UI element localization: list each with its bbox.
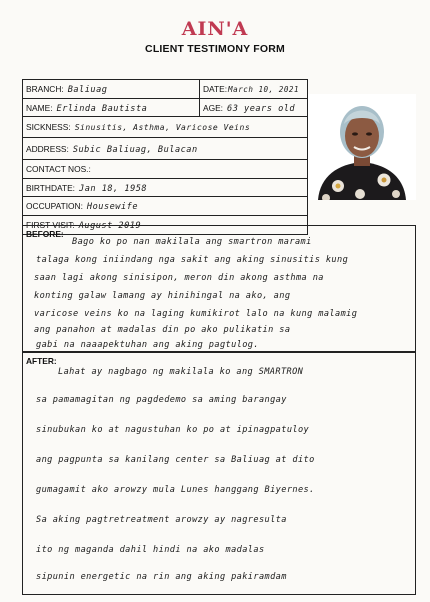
contact-label: CONTACT NOS.: [26, 164, 91, 175]
address-label: ADDRESS: [26, 144, 69, 155]
date-label: DATE: [203, 84, 228, 94]
branch-date-row [22, 80, 308, 99]
before-text-line: konting galaw lamang ay hinihingal na ako, ang [34, 291, 291, 301]
before-text-line: gabi na naaapektuhan ang aking pagtulog. [36, 340, 259, 350]
client-photo [308, 94, 416, 200]
before-text-line: varicose veins ko na laging kumikirot lalo na kung malamig [34, 309, 358, 319]
before-label: BEFORE: [26, 229, 64, 239]
after-text-line: sinubukan ko at nagustuhan ko po at ipinagpatuloy [36, 425, 310, 435]
branch-value: Baliuag [67, 85, 108, 95]
sickness-value: Sinusitis, Asthma, Varicose Veins [74, 123, 251, 133]
age-label: AGE: [203, 102, 224, 113]
branch-label: BRANCH: [26, 84, 64, 94]
sickness-row [22, 117, 308, 138]
occupation-label: OCCUPATION: [26, 201, 83, 212]
after-text-line: gumagamit ako arowzy mula Lunes hanggang Biyernes. [36, 485, 315, 495]
name-age-row [22, 99, 308, 118]
age-value: 63 years old [227, 103, 296, 114]
before-text-line: talaga kong iniindang nga sakit ang aking sinusitis kung [36, 255, 349, 265]
after-text-line: ito ng maganda dahil hindi na ako madalas [36, 545, 265, 555]
name-value: Erlinda Bautista [56, 103, 148, 114]
before-text-line: ang panahon at madalas din po ako pulikatin sa [34, 325, 291, 335]
after-text-line: Lahat ay nagbago ng makilala ko ang SMARTRON [58, 367, 304, 377]
date-value: March 10, 2021 [228, 85, 300, 94]
birthdate-label: BIRTHDATE: [26, 182, 76, 193]
after-text-line: sa pamamagitan ng pagdedemo sa aming barangay [36, 395, 287, 405]
birthdate-row [22, 179, 308, 198]
sickness-label: SICKNESS: [26, 122, 71, 133]
after-label: AFTER: [26, 356, 57, 366]
first-visit-value: August 2019 [78, 220, 142, 231]
after-text-line: Sa aking pagtretreatment arowzy ay nagresulta [36, 515, 287, 525]
after-section [22, 352, 416, 595]
form-title: CLIENT TESTIMONY FORM [145, 43, 285, 55]
occupation-row [22, 197, 308, 216]
brand-logo: AIN'A [181, 18, 249, 40]
client-info-table [22, 79, 308, 235]
address-row [22, 138, 308, 160]
first-visit-label: FIRST VISIT: [26, 219, 75, 230]
before-text-line: Bago ko po nan makilala ang smartron marami [72, 237, 312, 247]
occupation-value: Housewife [86, 202, 138, 213]
birthdate-value: Jan 18, 1958 [79, 183, 148, 194]
after-text-line: ang pagpunta sa kanilang center sa Baliuag at dito [36, 455, 315, 465]
before-text-line: saan lagi akong sinisipon, meron din akong asthma na [34, 273, 324, 283]
name-label: NAME: [26, 102, 53, 113]
contact-row [22, 160, 308, 179]
after-text-line: sipunin energetic na rin ang aking pakiramdam [36, 572, 287, 582]
address-value: Subic Baliuag, Bulacan [72, 145, 198, 156]
